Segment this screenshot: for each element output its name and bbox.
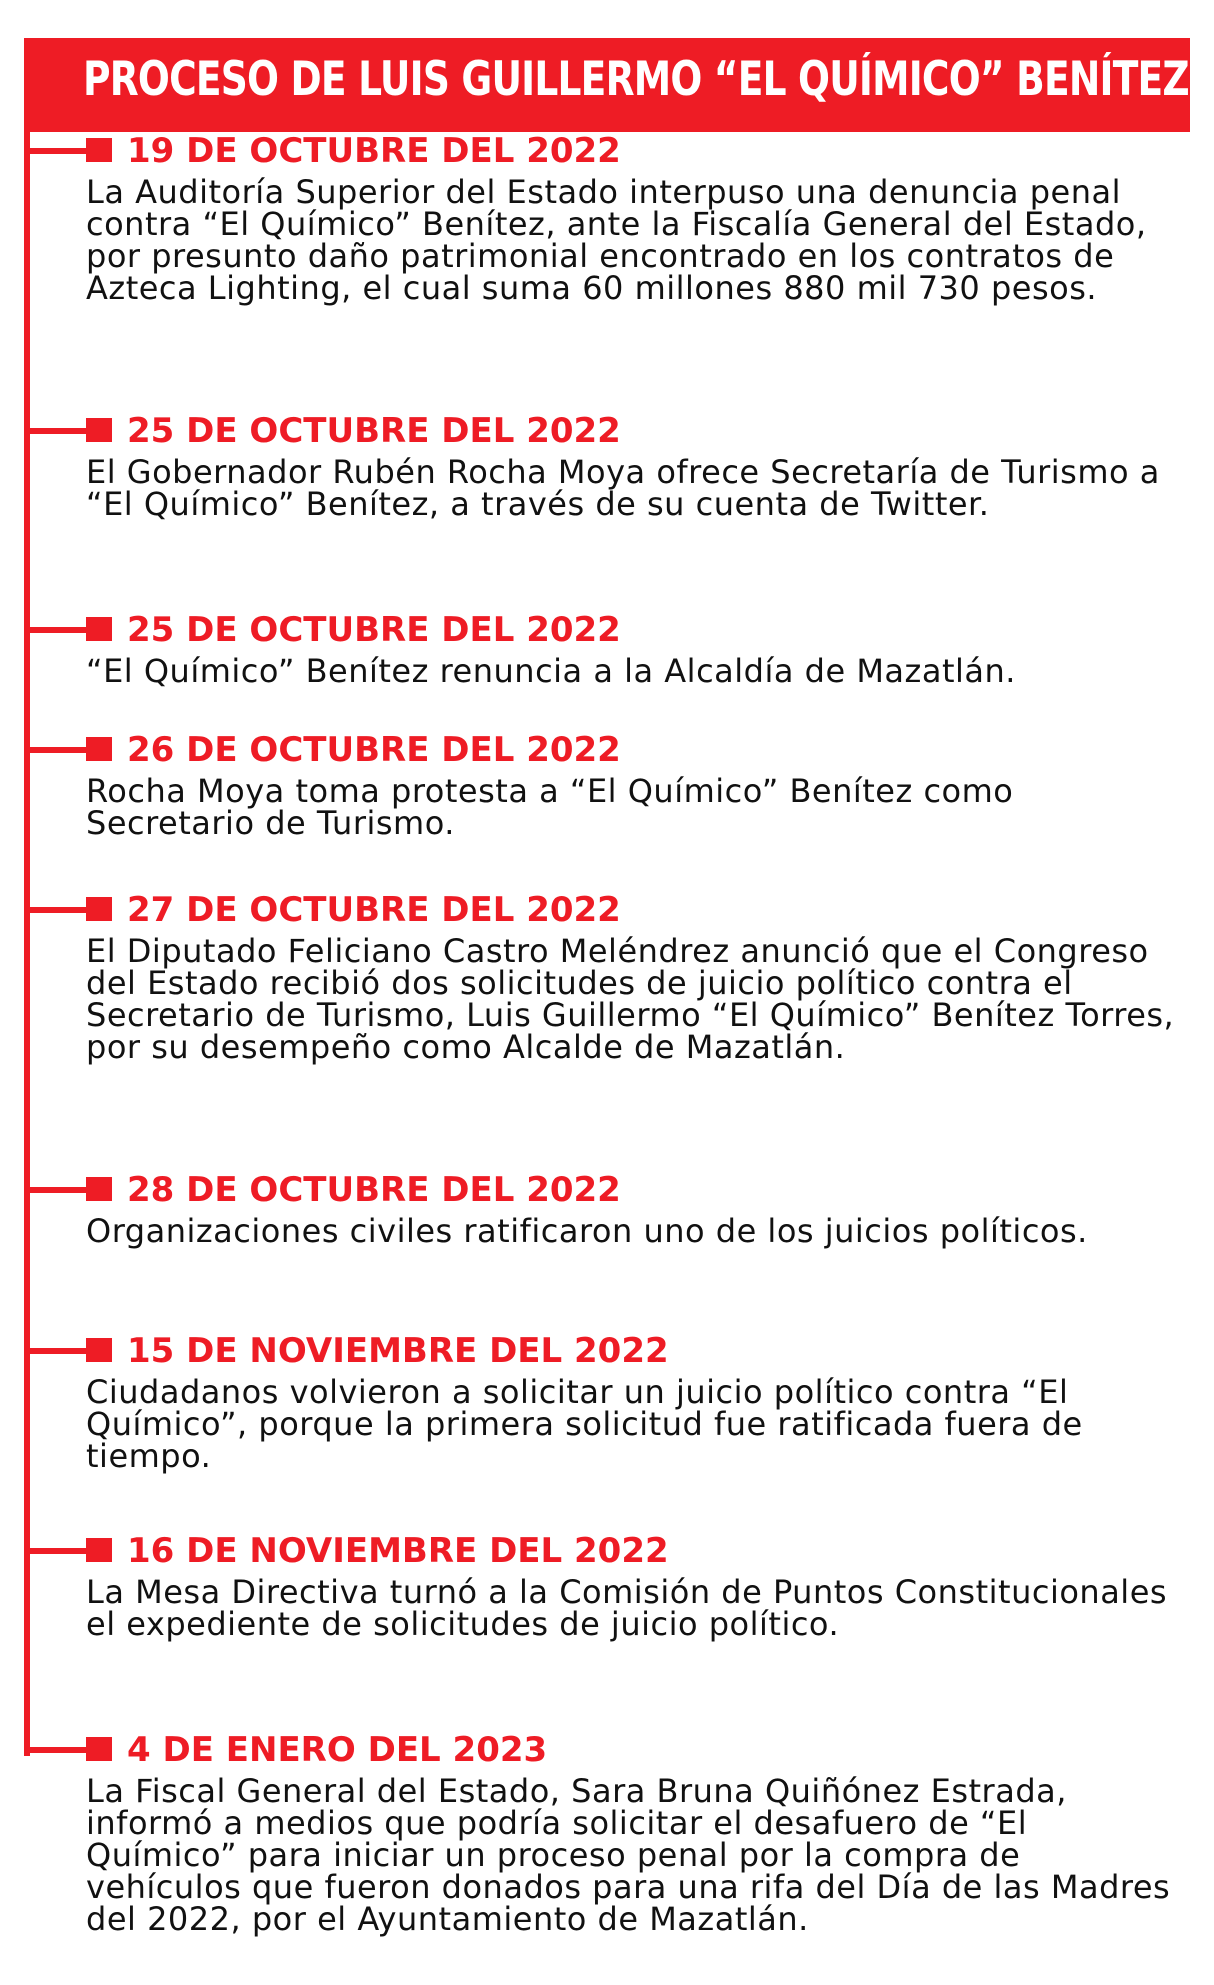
entry-text: Organizaciones civiles ratificaron uno de los juicios políticos. (86, 1212, 1088, 1250)
entry-date: 26 DE OCTUBRE DEL 2022 (127, 730, 621, 770)
timeline-connector (24, 627, 86, 633)
timeline-connector (24, 428, 86, 434)
timeline-connector (24, 148, 86, 154)
square-bullet-icon (86, 897, 112, 921)
square-bullet-icon (86, 1538, 112, 1562)
square-bullet-icon (86, 138, 112, 162)
timeline-connector (24, 1747, 86, 1753)
timeline-connector (24, 747, 86, 753)
square-bullet-icon (86, 737, 112, 761)
entry-date: 27 DE OCTUBRE DEL 2022 (127, 890, 621, 930)
entry-date: 28 DE OCTUBRE DEL 2022 (127, 1170, 621, 1210)
entry-text: El Diputado Feliciano Castro Meléndrez anunció que el Congreso del Estado recibió dos solicitudes de juicio político contra el Secretario de Turismo, Luis Guillermo “El Químico” Benítez Torres, por su desempeño como Alcalde de Mazatlán. (86, 932, 1175, 1066)
entry-text: La Mesa Directiva turnó a la Comisión de Puntos Constitucionales el expediente de solicitudes de juicio político. (86, 1573, 1168, 1643)
header-banner (25, 38, 1190, 132)
entry-date: 16 DE NOVIEMBRE DEL 2022 (127, 1531, 669, 1571)
square-bullet-icon (86, 418, 112, 442)
square-bullet-icon (86, 1338, 112, 1362)
page-title: PROCESO DE LUIS GUILLERMO “EL QUÍMICO” BENÍTEZ (83, 52, 1189, 107)
entry-date: 25 DE OCTUBRE DEL 2022 (127, 610, 621, 650)
timeline-connector (24, 907, 86, 913)
entry-text: Rocha Moya toma protesta a “El Químico” Benítez como Secretario de Turismo. (86, 772, 1014, 842)
timeline-line (24, 38, 30, 1756)
square-bullet-icon (86, 1177, 112, 1201)
square-bullet-icon (86, 1737, 112, 1761)
timeline-connector (24, 1348, 86, 1354)
entry-text: “El Químico” Benítez renuncia a la Alcaldía de Mazatlán. (86, 652, 1016, 690)
entry-text: La Auditoría Superior del Estado interpuso una denuncia penal contra “El Químico” Benítez, ante la Fiscalía General del Estado, por presunto daño patrimonial encontrado en los contratos de Azteca Lighting, el cual suma 60 millones 880 mil 730 pesos. (86, 173, 1147, 307)
entry-date: 4 DE ENERO DEL 2023 (127, 1730, 548, 1770)
entry-text: Ciudadanos volvieron a solicitar un juicio político contra “El Químico”, porque la primera solicitud fue ratificada fuera de tiempo. (86, 1373, 1083, 1475)
timeline-connector (24, 1187, 86, 1193)
square-bullet-icon (86, 617, 112, 641)
entry-date: 25 DE OCTUBRE DEL 2022 (127, 411, 621, 451)
entry-text: La Fiscal General del Estado, Sara Bruna Quiñónez Estrada, informó a medios que podría solicitar el desafuero de “El Químico” para iniciar un proceso penal por la compra de vehículos que fueron donados para una rifa del Día de las Madres del 2022, por el Ayuntamiento de Mazatlán. (86, 1772, 1171, 1938)
timeline-connector (24, 1548, 86, 1554)
entry-text: El Gobernador Rubén Rocha Moya ofrece Secretaría de Turismo a “El Químico” Benítez, a través de su cuenta de Twitter. (86, 453, 1160, 523)
entry-date: 15 DE NOVIEMBRE DEL 2022 (127, 1331, 669, 1371)
entry-date: 19 DE OCTUBRE DEL 2022 (127, 131, 621, 171)
